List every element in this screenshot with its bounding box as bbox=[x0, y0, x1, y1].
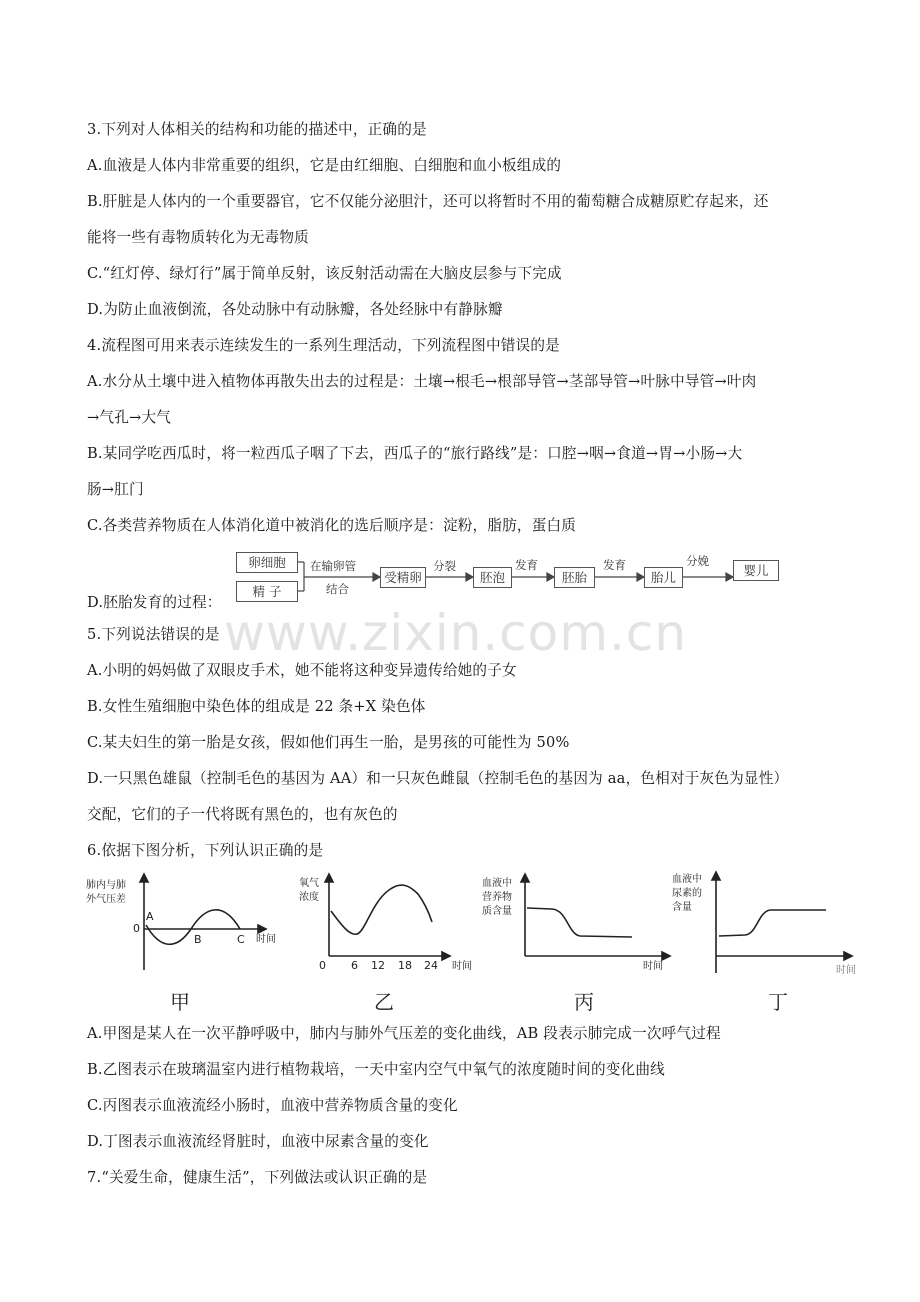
jia-ylabel-1: 肺内与肺 bbox=[86, 880, 126, 891]
bing-ylabel-1: 血液中 bbox=[482, 878, 512, 889]
text-line: B.肝脏是人体内的一个重要器官，它不仅能分泌胆汁，还可以将暂时不用的葡萄糖合成糖原贮存起来，还 bbox=[87, 193, 769, 210]
yi-tick: 24 bbox=[424, 959, 438, 972]
text-line: B.某同学吃西瓜时，将一粒西瓜子咽了下去，西瓜子的“旅行路线”是：口腔→咽→食道→胃→小肠→大 bbox=[87, 445, 743, 462]
text-line: D.一只黑色雄鼠（控制毛色的基因为 AA）和一只灰色雌鼠（控制毛色的基因为 aa，色相对于灰色为显性） bbox=[87, 770, 789, 787]
graph-bing bbox=[521, 874, 670, 960]
yi-ylabel-1: 氧气 bbox=[299, 878, 319, 889]
text-line: C.“红灯停、绿灯行”属于简单反射，该反射活动需在大脑皮层参与下完成 bbox=[87, 265, 562, 282]
jia-zero: 0 bbox=[133, 922, 140, 935]
fetus-box: 胎儿 bbox=[644, 567, 683, 588]
text-line: A.水分从土壤中进入植物体再散失出去的过程是：土壤→根毛→根部导管→茎部导管→叶脉中导管→叶肉 bbox=[87, 373, 757, 390]
ding-ylabel-3: 含量 bbox=[672, 902, 692, 913]
embryo-flowchart bbox=[230, 548, 790, 608]
yi-curve bbox=[331, 885, 432, 934]
ding-ylabel-1: 血液中 bbox=[672, 874, 702, 885]
jia-xlabel: 时间 bbox=[256, 934, 276, 945]
text-line: A.甲图是某人在一次平静呼吸中，肺内与肺外气压差的变化曲线，AB 段表示肺完成一次呼气过程 bbox=[87, 1025, 721, 1042]
text-line: C.各类营养物质在人体消化道中被消化的选后顺序是：淀粉，脂肪，蛋白质 bbox=[87, 517, 577, 534]
graph-jia bbox=[140, 874, 266, 970]
jia-curve bbox=[146, 910, 240, 944]
text-line: 3.下列对人体相关的结构和功能的描述中，正确的是 bbox=[87, 121, 427, 138]
embryo-box: 胚胎 bbox=[554, 567, 595, 588]
text-line: 7.“关爱生命，健康生活”，下列做法或认识正确的是 bbox=[87, 1169, 428, 1186]
birth-label: 分娩 bbox=[686, 554, 709, 568]
graph-name-jia: 甲 bbox=[170, 990, 190, 1014]
combine-label: 结合 bbox=[326, 582, 349, 596]
develop-label-2: 发育 bbox=[603, 558, 626, 572]
text-line: D.为防止血液倒流，各处动脉中有动脉瓣，各处经脉中有静脉瓣 bbox=[87, 301, 503, 318]
yi-tick: 12 bbox=[371, 959, 385, 972]
yi-tick: 6 bbox=[351, 959, 358, 972]
baby-box: 婴儿 bbox=[733, 560, 779, 581]
text-line: D.丁图表示血液流经肾脏时，血液中尿素含量的变化 bbox=[87, 1133, 429, 1150]
egg-box: 卵细胞 bbox=[236, 552, 298, 573]
jia-point-c: C bbox=[237, 933, 245, 946]
text-line: 能将一些有毒物质转化为无毒物质 bbox=[87, 229, 309, 246]
jia-point-b: B bbox=[194, 933, 202, 946]
jia-point-a: A bbox=[146, 910, 154, 923]
bing-curve bbox=[527, 908, 632, 937]
in-oviduct-label: 在输卵管 bbox=[310, 559, 356, 573]
text-line: 4.流程图可用来表示连续发生的一系列生理活动，下列流程图中错误的是 bbox=[87, 337, 560, 354]
develop-label-1: 发育 bbox=[515, 558, 538, 572]
sperm-box: 精 子 bbox=[236, 581, 298, 602]
text-line: 肠→肛门 bbox=[87, 481, 144, 498]
text-line: 交配，它们的子一代将既有黑色的，也有灰色的 bbox=[87, 806, 398, 823]
graph-name-ding: 丁 bbox=[768, 990, 788, 1014]
graph-yi bbox=[325, 874, 450, 960]
ding-xlabel: 时间 bbox=[836, 965, 856, 976]
jia-ylabel-2: 外气压差 bbox=[86, 894, 126, 905]
text-line: 5.下列说法错误的是 bbox=[87, 626, 220, 643]
text-line: C.丙图表示血液流经小肠时，血液中营养物质含量的变化 bbox=[87, 1097, 458, 1114]
text-line: 6.依据下图分析，下列认识正确的是 bbox=[87, 842, 324, 859]
text-line: A.小明的妈妈做了双眼皮手术，她不能将这种变异遗传给她的子女 bbox=[87, 662, 517, 679]
yi-ylabel-2: 浓度 bbox=[299, 892, 319, 903]
yi-xlabel: 时间 bbox=[452, 961, 472, 972]
bing-ylabel-3: 质含量 bbox=[482, 906, 512, 917]
graphs-figure bbox=[0, 868, 920, 1018]
graph-name-yi: 乙 bbox=[374, 990, 394, 1014]
text-line: C.某夫妇生的第一胎是女孩，假如他们再生一胎，是男孩的可能性为 50% bbox=[87, 734, 570, 751]
text-line: B.女性生殖细胞中染色体的组成是 22 条+X 染色体 bbox=[87, 698, 426, 715]
bing-ylabel-2: 营养物 bbox=[482, 892, 512, 903]
graph-ding bbox=[712, 872, 852, 973]
text-line: A.血液是人体内非常重要的组织，它是由红细胞、白细胞和血小板组成的 bbox=[87, 157, 562, 174]
ding-ylabel-2: 尿素的 bbox=[672, 888, 702, 899]
yi-tick: 18 bbox=[398, 959, 412, 972]
text-line: D.胚胎发育的过程： bbox=[87, 594, 222, 611]
text-line: →气孔→大气 bbox=[87, 409, 172, 426]
yi-tick: 0 bbox=[319, 959, 326, 972]
blastocyst-box: 胚泡 bbox=[473, 567, 512, 588]
ding-curve bbox=[719, 910, 826, 936]
graph-name-bing: 丙 bbox=[574, 990, 594, 1014]
watermark: www.zixin.com.cn bbox=[224, 604, 688, 662]
bing-xlabel: 时间 bbox=[643, 961, 663, 972]
text-line: B.乙图表示在玻璃温室内进行植物栽培，一天中室内空气中氧气的浓度随时间的变化曲线 bbox=[87, 1061, 665, 1078]
divide-label: 分裂 bbox=[433, 559, 456, 573]
zygote-box: 受精卵 bbox=[380, 567, 426, 588]
